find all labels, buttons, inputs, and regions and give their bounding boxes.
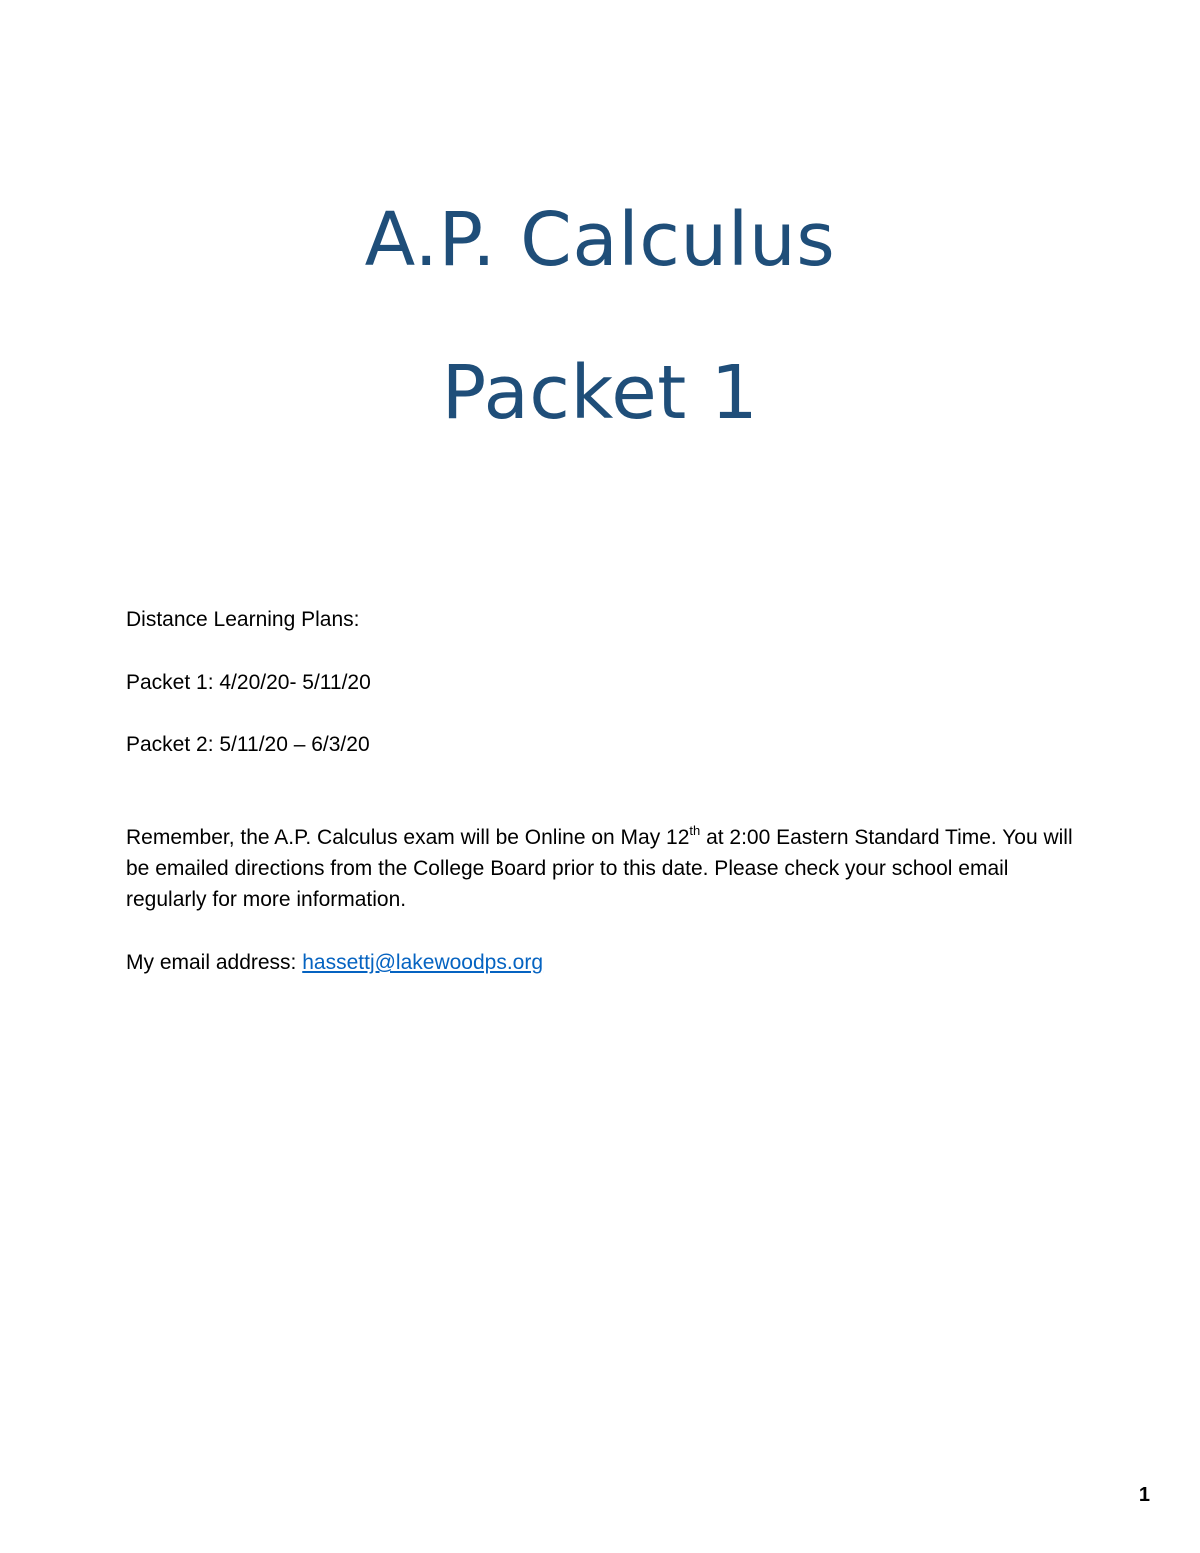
plans-heading: Distance Learning Plans: bbox=[126, 608, 360, 631]
document-subtitle: Packet 1 bbox=[441, 350, 759, 436]
packet-1-dates: Packet 1: 4/20/20- 5/11/20 bbox=[126, 671, 371, 694]
email-label: My email address: bbox=[126, 951, 303, 974]
page-number: 1 bbox=[1138, 1484, 1150, 1506]
reminder-text-end: at 2:00 Eastern Standard Time. You will be emailed directions from the College Board prior to this date. Please check your school email regularly for more information. bbox=[126, 826, 1073, 911]
document-title: A.P. Calculus bbox=[364, 197, 836, 283]
reminder-text-start: Remember, the A.P. Calculus exam will be Online on May 12 bbox=[126, 826, 690, 849]
email-link[interactable]: hassettj@lakewoodps.org bbox=[302, 951, 544, 974]
packet-2-dates: Packet 2: 5/11/20 – 6/3/20 bbox=[126, 733, 370, 756]
exam-reminder bbox=[126, 822, 1086, 915]
contact-line bbox=[126, 947, 1086, 978]
ordinal-suffix: th bbox=[689, 823, 701, 838]
